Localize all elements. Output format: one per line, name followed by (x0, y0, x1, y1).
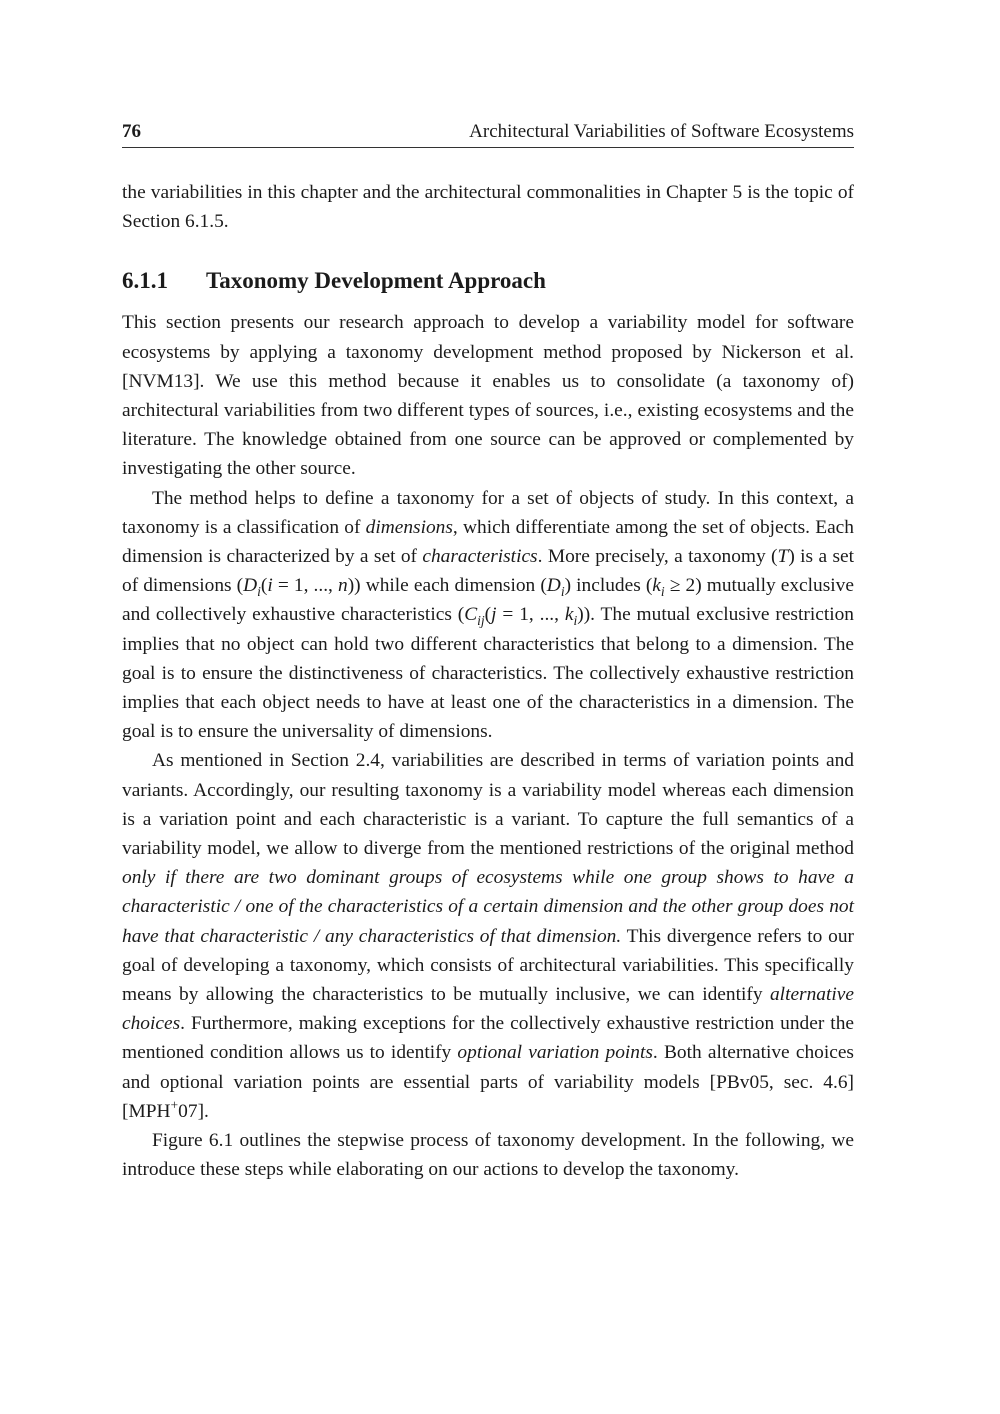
paragraph-2: The method helps to define a taxonomy for a set of objects of study. In this context, a taxonomy is a classification of dimensions, which differentiate among the set of objects. Each dimension is characterized by a set of characteristics. More precisely, a taxonomy (T) is a set of dimensions ($D_i(i = 1$, ..., n)) while each dimension $(D_i)$ includes $(k_i \ge 2)$ mutually exclusive and collectively exhaustive characteristics ($C_{ij}(j = 1$, ..., $k_i$)). The mutual exclusive restriction implies that no object can hold two different characteristics that belong to a dimension. The goal is to ensure the distinctiveness of characteristics. The collectively exhaustive restriction implies that each object needs to have at least one of the characteristics in a dimension. The goal is to ensure the universality of dimensions. (122, 487, 854, 743)
running-header (122, 118, 854, 148)
intro-paragraph: the variabilities in this chapter and the architectural commonalities in Chapter 5 is the topic of Section 6.1.5. (122, 182, 854, 233)
paragraph-4: Figure 6.1 outlines the stepwise process of taxonomy development. In the following, we introduce these steps while elaborating on our actions to develop the taxonomy. (122, 1130, 854, 1181)
paragraph-1: This section presents our research approach to develop a variability model for software ecosystems by applying a taxonomy development method proposed by Nickerson et al. [NVM13]. We use this method because it enables us to consolidate (a taxonomy of) architectural variabilities from two different types of sources, i.e., existing ecosystems and the literature. The knowledge obtained from one source can be approved or complemented by investigating the other source. (122, 312, 854, 480)
running-title: Architectural Variabilities of Software Ecosystems (469, 121, 854, 142)
section-title: Taxonomy Development Approach (206, 268, 546, 294)
section-number: 6.1.1 (122, 268, 168, 294)
page-number: 76 (122, 121, 141, 142)
section-heading (122, 266, 854, 296)
paragraph-3: As mentioned in Section 2.4, variabilities are described in terms of variation points and variants. Accordingly, our resulting taxonomy is a variability model whereas each dimension is a variation point and each characteristic is a variant. To capture the full semantics of a variability model, we allow to diverge from the mentioned restrictions of the original method only if there are two dominant groups of ecosystems while one group shows to have a characteristic / one of the characteristics of a certain dimension and the other group does not have that characteristic / any characteristics of that dimension. This divergence refers to our goal of developing a taxonomy, which consists of architectural variabilities. This specifically means by allowing the characteristics to be mutually inclusive, we can identify alternative choices. Furthermore, making exceptions for the collectively exhaustive restriction under the mentioned condition allows us to identify optional variation points. Both alternative choices and optional variation points are essential parts of variability models [PBv05, sec. 4.6] [MPH+07]. (122, 750, 854, 1122)
page-body (122, 178, 854, 1185)
